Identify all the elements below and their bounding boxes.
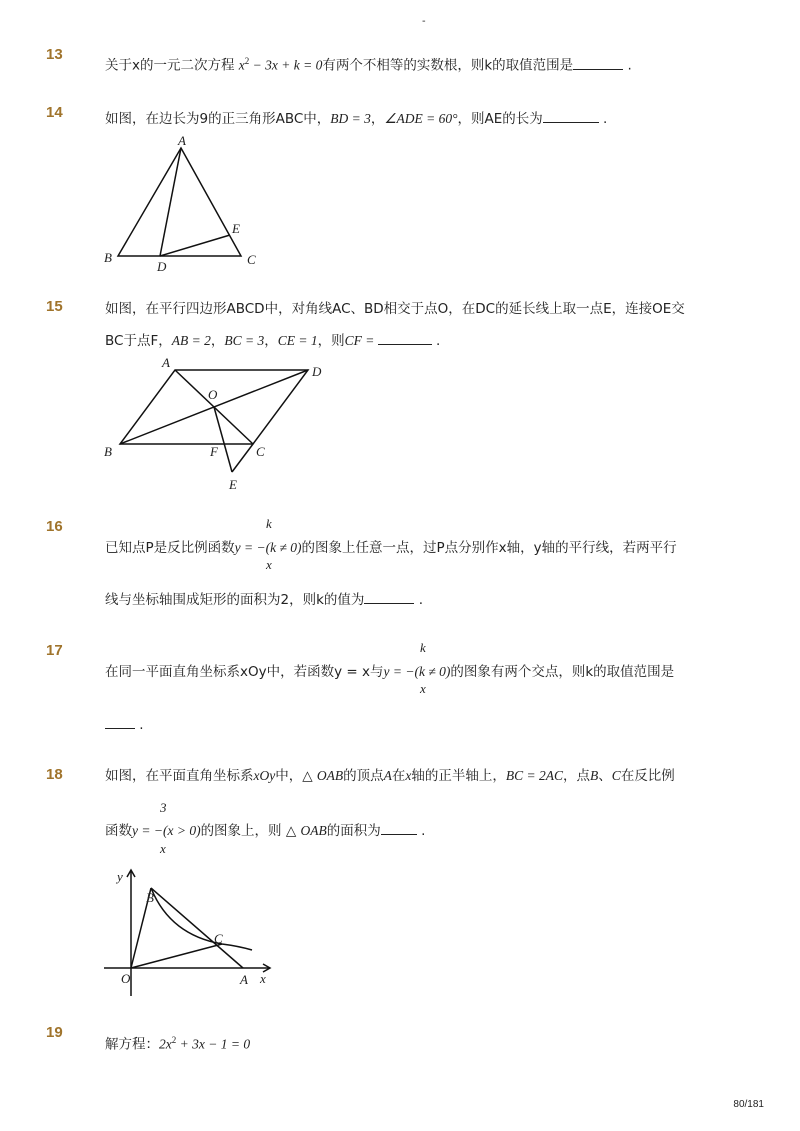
question-number-16: 16 [46,518,63,535]
answer-blank[interactable] [543,110,599,123]
segment-ob [131,888,151,968]
q18-text-1: 如图，在平面直角坐标系 [105,768,254,784]
q16-fraction-numerator: k [266,516,272,531]
answer-blank[interactable] [364,591,414,604]
label-b: B [104,444,112,459]
q14-text-2: ，则AE的长为 [457,111,543,127]
q16-text-2: 的图象上任意一点，过P点分别作x轴，y轴的平行线，若两平行 [301,540,677,556]
q14-eq-1: BD = 3 [330,111,371,126]
q18-text-9: 函数 [105,823,132,839]
label-f: F [210,444,218,459]
q18-eq: y = − [132,823,163,838]
q14-text-3: . [598,111,608,127]
q16-text-3: 线与坐标轴围成矩形的面积为2，则k的值为 [105,592,365,608]
q17-eq-2: (k ≠ 0) [414,664,451,679]
q18-math-5: BC = 2AC [505,768,564,783]
x-axis-arrow [263,964,270,972]
q18-text-8: 在反比例 [620,768,675,784]
segment-de [160,235,230,256]
q13-text-1: 关于x的一元二次方程 [105,57,239,74]
q18-text-2: 中，△ [275,768,317,784]
q15-text-3: . [431,333,441,349]
label-c: C [256,444,265,459]
question-13-text [105,52,632,75]
label-e: E [232,221,240,236]
q13-eq: x [238,57,245,73]
answer-blank[interactable] [381,822,417,835]
question-number-19: 19 [46,1024,63,1041]
question-15-line-1: 如图，在平行四边形ABCD中，对角线AC、BD相交于点O，在DC的延长线上取一点E，连接OE交 [105,301,685,317]
q13-text-2: 有两个不相等的实数根，则k的取值范围是 [322,57,574,74]
question-18-line-2 [105,822,425,840]
q18-text-7: 、 [598,768,612,784]
hyperbola-curve [151,888,252,950]
question-number-15: 15 [46,298,63,315]
q16-fraction-denominator: x [266,557,272,572]
q18-eq-2: (x > 0) [162,823,201,838]
q18-text-12: . [416,823,426,839]
q15-sep-3: ，则 [317,333,345,349]
segment-oc [131,944,222,968]
q15-sep-2: ， [264,333,278,349]
question-number-17: 17 [46,642,63,659]
q18-fraction-denominator: x [160,841,166,856]
triangle-abc [118,148,241,256]
label-e: E [229,477,237,492]
q18-text-10: 的图象上，则 △ [200,823,301,839]
q18-math-8: OAB [300,823,327,838]
q18-math-2: OAB [316,768,344,783]
question-19-text [105,1031,250,1054]
label-a: A [162,355,170,370]
segment-oe [214,407,232,472]
question-16-line-2 [105,591,423,609]
label-c: C [214,931,223,946]
q16-eq: y = − [234,540,266,555]
header-mark: - [422,16,426,27]
diagonal-ac [175,370,253,444]
answer-blank[interactable] [573,57,623,70]
label-a: A [240,972,248,987]
q18-text-3: 的顶点 [343,768,384,784]
q17-text-1: 在同一平面直角坐标系xOy中，若函数y = x与 [105,664,384,680]
label-x: x [260,971,266,986]
q13-exp: 2 [244,56,250,66]
q15-eq-3: CE = 1 [277,333,318,348]
label-o: O [121,971,131,986]
q18-math-1: xOy [253,768,276,783]
q18-math-6: B [590,768,599,783]
q18-math-4: x [405,768,412,783]
question-number-13: 13 [46,46,63,63]
question-number-14: 14 [46,104,63,121]
q18-text-4: 在 [391,768,406,784]
q17-fraction-denominator: x [420,681,426,696]
q16-text-4: . [414,592,424,608]
question-number-18: 18 [46,766,63,783]
q18-fraction-numerator: 3 [160,800,167,815]
q17-text-3: . [135,717,144,733]
question-15-line-2 [105,332,440,350]
q17-fraction-numerator: k [420,640,426,655]
question-18-line-1 [105,767,675,785]
label-d: D [312,364,322,379]
q14-eq-2: ∠ADE = 60° [384,111,458,126]
q16-text-1: 已知点P是反比例函数 [105,540,235,556]
q13-eq-rest: − 3x + k = 0 [249,57,323,73]
label-b: B [146,890,154,905]
q19-exp: 2 [171,1035,177,1045]
label-b: B [104,250,112,265]
segment-ce [232,444,253,472]
q18-text-5: 轴的正半轴上， [411,768,506,784]
label-d: D [157,259,167,274]
question-17-line-1 [105,663,674,681]
q18-text-6: ，点 [563,768,591,784]
answer-blank[interactable] [105,716,135,729]
q15-eq-1: AB = 2 [171,333,211,348]
question-14-text [105,110,607,128]
q15-sep-1: ， [210,333,225,349]
q19-eq-rest: + 3x − 1 = 0 [176,1036,251,1052]
parallelogram-abcd [120,370,308,444]
question-17-line-2 [105,716,144,734]
q15-eq-4: CF = [344,333,378,348]
q18-math-7: C [611,768,621,783]
page-number: 80/181 [733,1099,764,1110]
q14-sep: ， [370,111,385,127]
diagonal-bd [120,370,308,444]
label-a: A [178,133,186,148]
q17-text-2: 的图象有两个交点，则k的取值范围是 [450,664,675,680]
q17-eq: y = − [383,664,415,679]
q15-text-1: BC于点F， [105,333,172,349]
answer-blank[interactable] [378,332,432,345]
q18-text-11: 的面积为 [326,823,381,839]
label-o: O [208,387,218,402]
question-16-line-1 [105,539,677,557]
q13-text-3: . [623,57,632,74]
q15-eq-2: BC = 3 [224,333,265,348]
segment-ba [151,888,243,968]
y-axis-arrow [127,870,135,877]
q19-text-1: 解方程： [105,1036,159,1053]
label-c: C [247,252,256,267]
q16-eq-2: (k ≠ 0) [265,540,302,555]
label-y: y [117,869,123,884]
q14-text-1: 如图，在边长为9的正三角形ABC中， [105,111,331,127]
segment-ad [160,148,181,256]
q19-eq: 2x [159,1036,172,1052]
q18-math-3: A [383,768,392,783]
